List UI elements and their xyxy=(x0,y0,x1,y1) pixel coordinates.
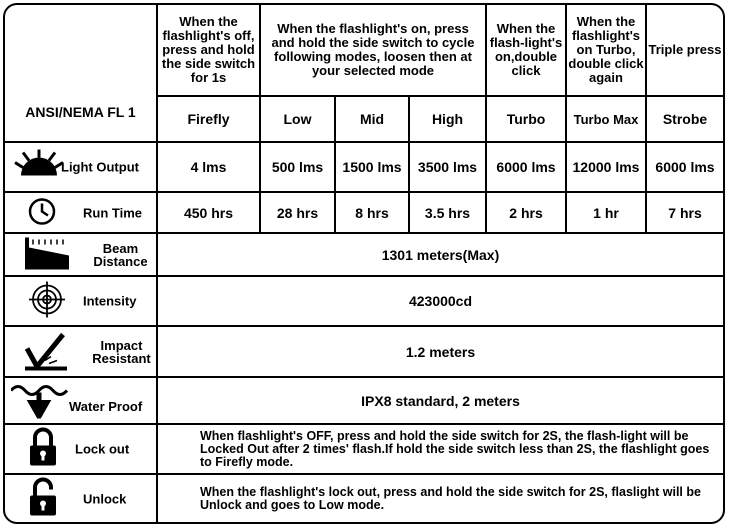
light-output-firefly: 4 lms xyxy=(157,142,260,192)
mode-turbo: Turbo xyxy=(486,96,566,142)
run-time-mid: 8 hrs xyxy=(335,192,409,233)
header-double-click: When the flash-light's on,double click xyxy=(486,5,566,96)
row-label-run-time xyxy=(5,192,157,233)
row-label-beam-distance xyxy=(5,233,157,276)
unlock-value: When the flashlight's lock out, press and hold the side switch for 2S, flaslight will be Unlock and goes to Low mode. xyxy=(157,474,723,522)
light-output-high: 3500 lms xyxy=(409,142,486,192)
row-label-unlock xyxy=(5,474,157,522)
lockout-value: When flashlight's OFF, press and hold the side switch for 2S, the flash-light will be Locked Out after 2 times' flash.If hold the side switch less than 2S, the flashlight goes to Firefly mode. xyxy=(157,424,723,474)
run-time-label: Run Time xyxy=(83,205,142,220)
water-value: IPX8 standard, 2 meters xyxy=(157,377,723,424)
mode-turbo-max: Turbo Max xyxy=(566,96,646,142)
header-cycle: When the flashlight's on, press and hold the side switch to cycle following modes, loosen then at your selected mode xyxy=(260,5,486,96)
beam-distance-value: 1301 meters(Max) xyxy=(157,233,723,276)
intensity-label: Intensity xyxy=(83,293,137,309)
standard-label: ANSI/NEMA FL 1 xyxy=(5,5,157,142)
header-triple: Triple press xyxy=(646,5,723,96)
sun-burst-icon xyxy=(13,150,65,185)
water-drop-arrow-icon xyxy=(11,380,71,421)
run-time-high: 3.5 hrs xyxy=(409,192,486,233)
mode-low: Low xyxy=(260,96,335,142)
mode-firefly: Firefly xyxy=(157,96,260,142)
spec-table-frame xyxy=(3,3,725,524)
row-label-impact xyxy=(5,326,157,377)
light-output-strobe: 6000 lms xyxy=(646,142,723,192)
run-time-firefly: 450 hrs xyxy=(157,192,260,233)
run-time-low: 28 hrs xyxy=(260,192,335,233)
row-label-intensity xyxy=(5,276,157,326)
intensity-value: 423000cd xyxy=(157,276,723,326)
impact-icon xyxy=(23,330,69,373)
beam-distance-label: Beam Distance xyxy=(93,240,148,269)
light-output-low: 500 lms xyxy=(260,142,335,192)
target-icon xyxy=(29,282,65,321)
impact-label: Impact Resistant xyxy=(92,337,151,366)
mode-high: High xyxy=(409,96,486,142)
impact-value: 1.2 meters xyxy=(157,326,723,377)
mode-strobe: Strobe xyxy=(646,96,723,142)
beam-icon xyxy=(25,237,69,272)
spec-table xyxy=(5,5,723,522)
unlock-label: Unlock xyxy=(83,491,127,506)
header-turbo-double: When the flashlight's on Turbo, double click again xyxy=(566,5,646,96)
mode-mid: Mid xyxy=(335,96,409,142)
run-time-strobe: 7 hrs xyxy=(646,192,723,233)
light-output-mid: 1500 lms xyxy=(335,142,409,192)
run-time-turbo-max: 1 hr xyxy=(566,192,646,233)
light-output-turbo: 6000 lms xyxy=(486,142,566,192)
padlock-icon xyxy=(27,428,59,471)
unlock-icon xyxy=(27,477,59,520)
run-time-turbo: 2 hrs xyxy=(486,192,566,233)
row-label-light-output xyxy=(5,142,157,192)
water-label: Water Proof xyxy=(69,399,143,414)
header-off-press: When the flashlight's off, press and hold the side switch for 1s xyxy=(157,5,260,96)
clock-icon xyxy=(27,196,57,229)
light-output-turbo-max: 12000 lms xyxy=(566,142,646,192)
lockout-label: Lock out xyxy=(75,441,130,457)
row-label-lockout xyxy=(5,424,157,474)
row-label-water xyxy=(5,377,157,424)
light-output-label: Light Output xyxy=(61,159,139,175)
